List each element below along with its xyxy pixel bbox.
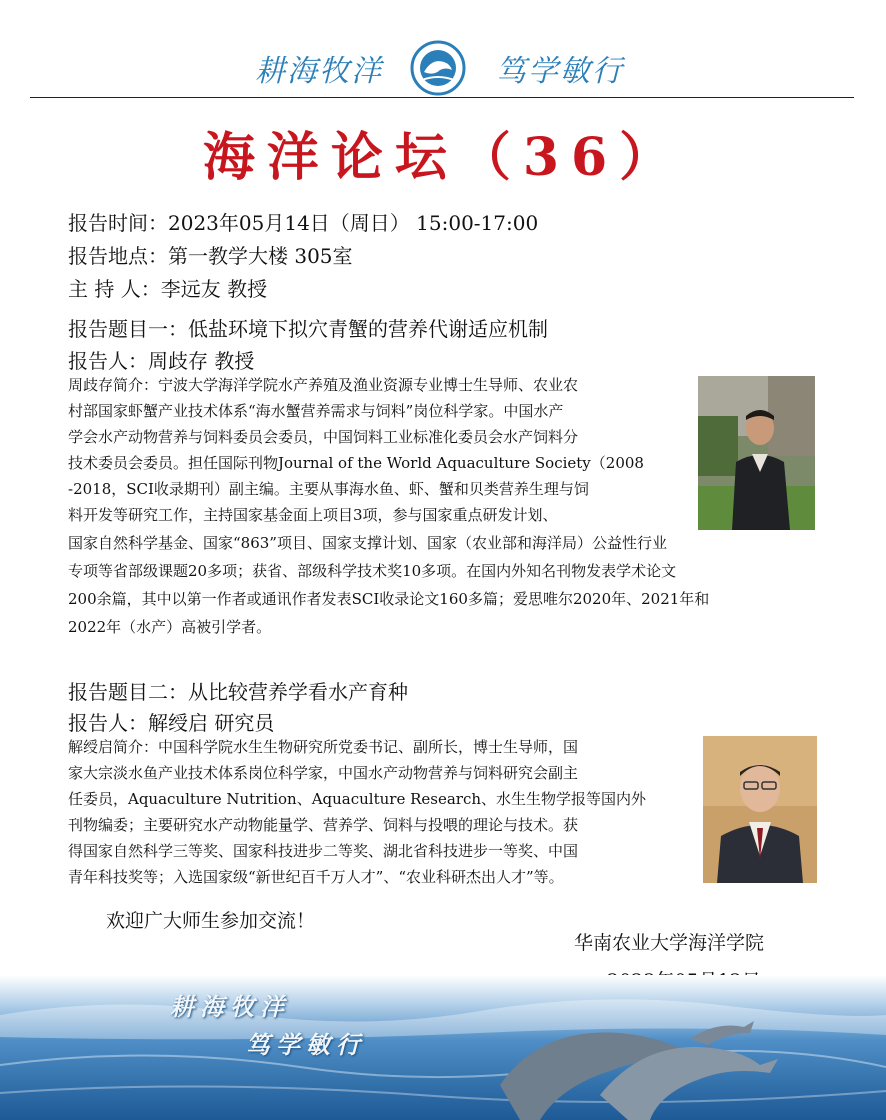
organizer: 华南农业大学海洋学院 xyxy=(574,932,765,954)
talk2-speaker: 报告人：解绶启 研究员 xyxy=(68,711,275,735)
motto-right: 笃学敏行 xyxy=(496,54,624,89)
talk2-topic: 报告题目二：从比较营养学看水产育种 xyxy=(68,680,408,704)
ocean-dolphins-image xyxy=(0,975,886,1120)
bio-line: 刊物编委；主要研究水产动物能量学、营养学、饲料与投喂的理论与技术。获 xyxy=(68,816,579,834)
bio-line: 家大宗淡水鱼产业技术体系岗位科学家，中国水产动物营养与饲料研究会副主 xyxy=(68,764,579,782)
university-seal-icon xyxy=(410,40,466,96)
talk1-bio xyxy=(68,372,709,640)
bio-line: 专项等省部级课题20多项；获省、部级科学技术奖10多项。在国内外知名刊物发表学术论文 xyxy=(68,562,677,580)
footer-motto-2: 笃学敏行 xyxy=(246,1030,366,1059)
footer-motto-1: 耕海牧洋 xyxy=(170,992,290,1021)
page-header xyxy=(0,0,886,100)
header-divider xyxy=(30,97,854,98)
bio-line: 村部国家虾蟹产业技术体系“海水蟹营养需求与饲料”岗位科学家。中国水产 xyxy=(68,402,564,420)
bio-line: 周歧存简介：宁波大学海洋学院水产养殖及渔业资源专业博士生导师、农业农 xyxy=(68,376,579,394)
bio-line: 2022年（水产）高被引学者。 xyxy=(68,618,272,636)
motto-left: 耕海牧洋 xyxy=(255,54,383,89)
bio-line: 料开发等研究工作，主持国家基金面上项目3项，参与国家重点研发计划、 xyxy=(68,506,558,524)
bio-line: 技术委员会委员。担任国际刊物Journal of the World Aquaculture Society（2008 xyxy=(68,454,644,472)
talk1-topic: 报告题目一：低盐环境下拟穴青蟹的营养代谢适应机制 xyxy=(68,317,548,341)
report-place: 报告地点：第一教学大楼 305室 xyxy=(68,244,353,268)
talk1-speaker: 报告人：周歧存 教授 xyxy=(68,349,255,373)
speaker1-photo xyxy=(698,376,815,530)
report-host: 主 持 人：李远友 教授 xyxy=(68,277,268,301)
bio-line: 学会水产动物营养与饲料委员会委员，中国饲料工业标准化委员会水产饲料分 xyxy=(68,428,579,446)
bio-line: 青年科技奖等；入选国家级“新世纪百千万人才”、“农业科研杰出人才”等。 xyxy=(68,868,564,886)
bio-line: -2018，SCI收录期刊）副主编。主要从事海水鱼、虾、蟹和贝类营养生理与饲 xyxy=(68,480,589,498)
welcome-text: 欢迎广大师生参加交流！ xyxy=(106,910,316,932)
bio-line: 任委员，Aquaculture Nutrition、Aquaculture Research、水生生物学报等国内外 xyxy=(68,790,647,808)
speaker2-photo xyxy=(703,736,817,883)
page-title: 海洋论坛（36） xyxy=(202,127,684,188)
report-time: 报告时间：2023年05月14日（周日） 15:00-17:00 xyxy=(68,211,539,235)
talk2-bio xyxy=(68,734,646,890)
bio-line: 得国家自然科学三等奖、国家科技进步二等奖、湖北省科技进步一等奖、中国 xyxy=(68,842,579,860)
bio-line: 国家自然科学基金、国家“863”项目、国家支撑计划、国家（农业部和海洋局）公益性行业 xyxy=(68,534,667,552)
bio-line: 200余篇，其中以第一作者或通讯作者发表SCI收录论文160多篇；爱思唯尔2020年、2021年和 xyxy=(68,590,710,608)
bio-line: 解绶启简介：中国科学院水生生物研究所党委书记、副所长，博士生导师，国 xyxy=(68,738,579,756)
ocean-banner xyxy=(0,975,886,1120)
